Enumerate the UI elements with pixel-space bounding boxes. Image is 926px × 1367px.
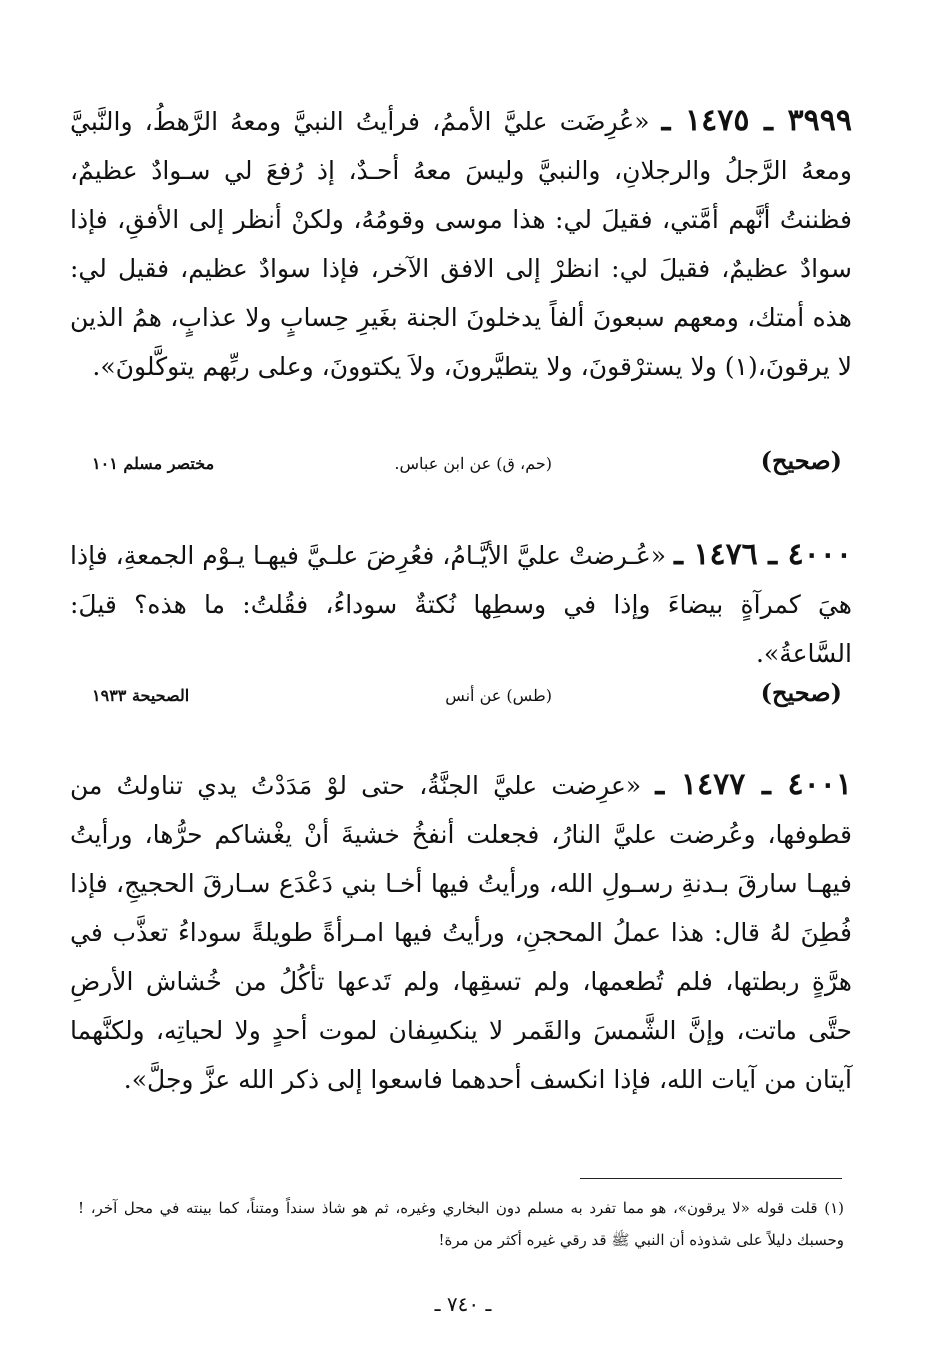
reference-label: مختصر مسلم ١٠١ [92,454,215,473]
hadith-3999 [70,96,852,391]
grade-label: (صحيح) [760,446,842,475]
hadith-paragraph [70,96,852,391]
hadith-text: «عُـرضتْ عليَّ الأيَّـامُ، فعُرِضَ علـيَّ فيهـا يـوْم الجمعةِ، فإذا هيَ كمرآةٍ بيضاءَ وإذا في وسطِها نُكتةٌ سوداءُ، فقُلتُ: ما هذه؟ قيلَ: السَّاعةُ». [70,541,852,668]
hadith-source-4000 [82,678,842,718]
hadith-paragraph [70,530,852,678]
narrator-label: (طس) عن أنس [445,686,552,705]
hadith-paragraph [70,760,852,1104]
hadith-number: ٤٠٠١ ـ ١٤٧٧ ـ [655,767,852,802]
hadith-number: ٤٠٠٠ ـ ١٤٧٦ ـ [674,537,853,572]
reference-label: الصحيحة ١٩٣٣ [92,686,190,705]
hadith-text: «عُرِضَت عليَّ الأممُ، فرأيتُ النبيَّ ومعهُ الرَّهطُ، والنَّبيَّ ومعهُ الرَّجلُ والرجلانِ، والنبيَّ وليسَ معهُ أحـدٌ، إذ رُفعَ لي سـوادٌ عظيمٌ، فظننتُ أنَّهم أمَّتي، فقيلَ لي: هذا موسى وقومُهُ، ولكنْ أنظر إلى الأفقِ، فإذا سوادٌ عظيمٌ، فقيلَ لي: انظرْ إلى الافق الآخر، فإذا سوادٌ عظيم، فقيل لي: هذه أمتك، ومعهم سبعونَ ألفاً يدخلونَ الجنة بغَيرِ حِسابٍ ولا عذابٍ، همُ الذين لا يرقونَ،(١) ولا يسترْقونَ، ولا يتطيَّرونَ، ولاَ يكتوونَ، وعلى ربِّهم يتوكَّلونَ». [70,107,852,381]
footnote-divider [580,1178,842,1179]
hadith-text: «عرِضت عليَّ الجنَّةُ، حتى لوْ مَدَدْتُ يدي تناولتُ من قطوفها، وعُرضت عليَّ النارُ، فجعلت أنفخُ خشيةَ أنْ يغْشاكم حرُّها، ورأيتُ فيهـا سارقَ بـدنةِ رسـولِ الله، ورأيتُ فيها أخـا بني دَعْدَع سـارقَ الحجيجِ، فإذا فُطِنَ لهُ قال: هذا عملُ المحجنِ، ورأيتُ فيها امـرأةً طويلةً سوداءُ تعذَّب في هرَّةٍ ربطتها، فلم تُطعمها، ولم تسقِها، ولم تَدعها تأكُلُ من خُشاش الأرضِ حتَّى ماتت، وإنَّ الشَّمسَ والقَمر لا ينكسِفان لموت أحدٍ ولا لحياتِه، ولكنَّهما آيتان من آيات الله، فإذا انكسف أحدهما فاسعوا إلى ذكر الله عزَّ وجلَّ». [70,771,852,1094]
hadith-4001 [70,760,852,1104]
grade-label: (صحيح) [760,678,842,707]
page-number: ـ ٧٤٠ ـ [434,1292,492,1316]
hadith-source-3999 [82,446,842,486]
hadith-number: ٣٩٩٩ ـ ١٤٧٥ ـ [661,103,852,138]
hadith-4000 [70,530,852,678]
footnote: (١) قلت قوله «لا يرقون»، هو مما تفرد به مسلم دون البخاري وغيره، ثم هو شاذ سنداً ومتناً، كما بينته في محل آخر، ! وحسبك دليلاً على شذوذه أن النبي ﷺ قد رقي غيره أكثر من مرة! [78,1199,844,1249]
narrator-label: (حم، ق) عن ابن عباس. [394,454,552,473]
